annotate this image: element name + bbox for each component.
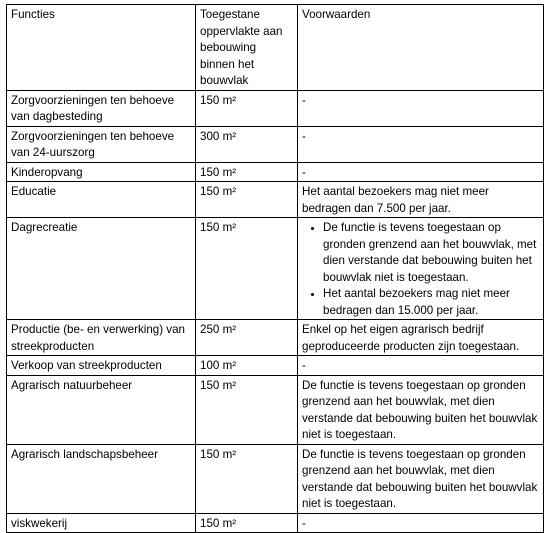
- table-row: [7, 356, 544, 376]
- cell-oppervlakte: 150 m²: [196, 90, 298, 126]
- cell-functie: Agrarisch natuurbeheer: [7, 375, 196, 444]
- table-row: [7, 182, 544, 218]
- cell-functie: Zorgvoorzieningen ten behoeve van dagbesteding: [7, 90, 196, 126]
- cell-voorwaarden: -: [298, 90, 544, 126]
- table-header-row: [7, 5, 544, 91]
- cell-oppervlakte: 300 m²: [196, 126, 298, 162]
- cell-oppervlakte: 150 m²: [196, 182, 298, 218]
- cell-voorwaarden: -: [298, 356, 544, 376]
- table-row: [7, 90, 544, 126]
- cell-functie: Zorgvoorzieningen ten behoeve van 24-uurszorg: [7, 126, 196, 162]
- cell-functie: viskwekerij: [7, 513, 196, 533]
- cell-voorwaarden: Enkel op het eigen agrarisch bedrijf geproduceerde producten zijn toegestaan.: [298, 320, 544, 356]
- header-functies: Functies: [7, 5, 196, 91]
- cell-functie: Verkoop van streekproducten: [7, 356, 196, 376]
- table-row: [7, 444, 544, 513]
- bullet-item: • Het aantal bezoekers mag niet meer bedragen dan 15.000 per jaar.: [323, 286, 539, 319]
- cell-oppervlakte: 150 m²: [196, 218, 298, 320]
- cell-voorwaarden: -: [298, 162, 544, 182]
- cell-functie: Dagrecreatie: [7, 218, 196, 320]
- cell-oppervlakte: 150 m²: [196, 375, 298, 444]
- cell-voorwaarden: [298, 218, 544, 320]
- table-row: [7, 162, 544, 182]
- cell-oppervlakte: 250 m²: [196, 320, 298, 356]
- cell-voorwaarden: -: [298, 513, 544, 533]
- header-oppervlakte: Toegestane oppervlakte aan bebouwing binnen het bouwvlak: [196, 5, 298, 91]
- cell-voorwaarden: De functie is tevens toegestaan op gronden grenzend aan het bouwvlak, met dien verstande dat bebouwing buiten het bouwvlak niet is toegestaan.: [298, 375, 544, 444]
- table-row: [7, 320, 544, 356]
- cell-functie: Productie (be- en verwerking) van streekproducten: [7, 320, 196, 356]
- cell-oppervlakte: 150 m²: [196, 162, 298, 182]
- cell-functie: Educatie: [7, 182, 196, 218]
- header-voorwaarden: Voorwaarden: [298, 5, 544, 91]
- bullet-item: • De functie is tevens toegestaan op gronden grenzend aan het bouwvlak, met dien verstande dat bebouwing buiten het bouwvlak niet is toegestaan.: [323, 220, 539, 286]
- voorwaarden-bullet-list: [302, 220, 539, 319]
- cell-voorwaarden: -: [298, 126, 544, 162]
- cell-oppervlakte: 100 m²: [196, 356, 298, 376]
- cell-functie: Agrarisch landschapsbeheer: [7, 444, 196, 513]
- cell-oppervlakte: 150 m²: [196, 444, 298, 513]
- cell-voorwaarden: De functie is tevens toegestaan op gronden grenzend aan het bouwvlak, met dien verstande dat bebouwing buiten het bouwvlak niet is toegestaan.: [298, 444, 544, 513]
- cell-voorwaarden: Het aantal bezoekers mag niet meer bedragen dan 7.500 per jaar.: [298, 182, 544, 218]
- table-row: [7, 126, 544, 162]
- functies-table: [6, 4, 544, 533]
- table-row: [7, 375, 544, 444]
- table-row: [7, 513, 544, 533]
- table-row: [7, 218, 544, 320]
- cell-functie: Kinderopvang: [7, 162, 196, 182]
- cell-oppervlakte: 150 m²: [196, 513, 298, 533]
